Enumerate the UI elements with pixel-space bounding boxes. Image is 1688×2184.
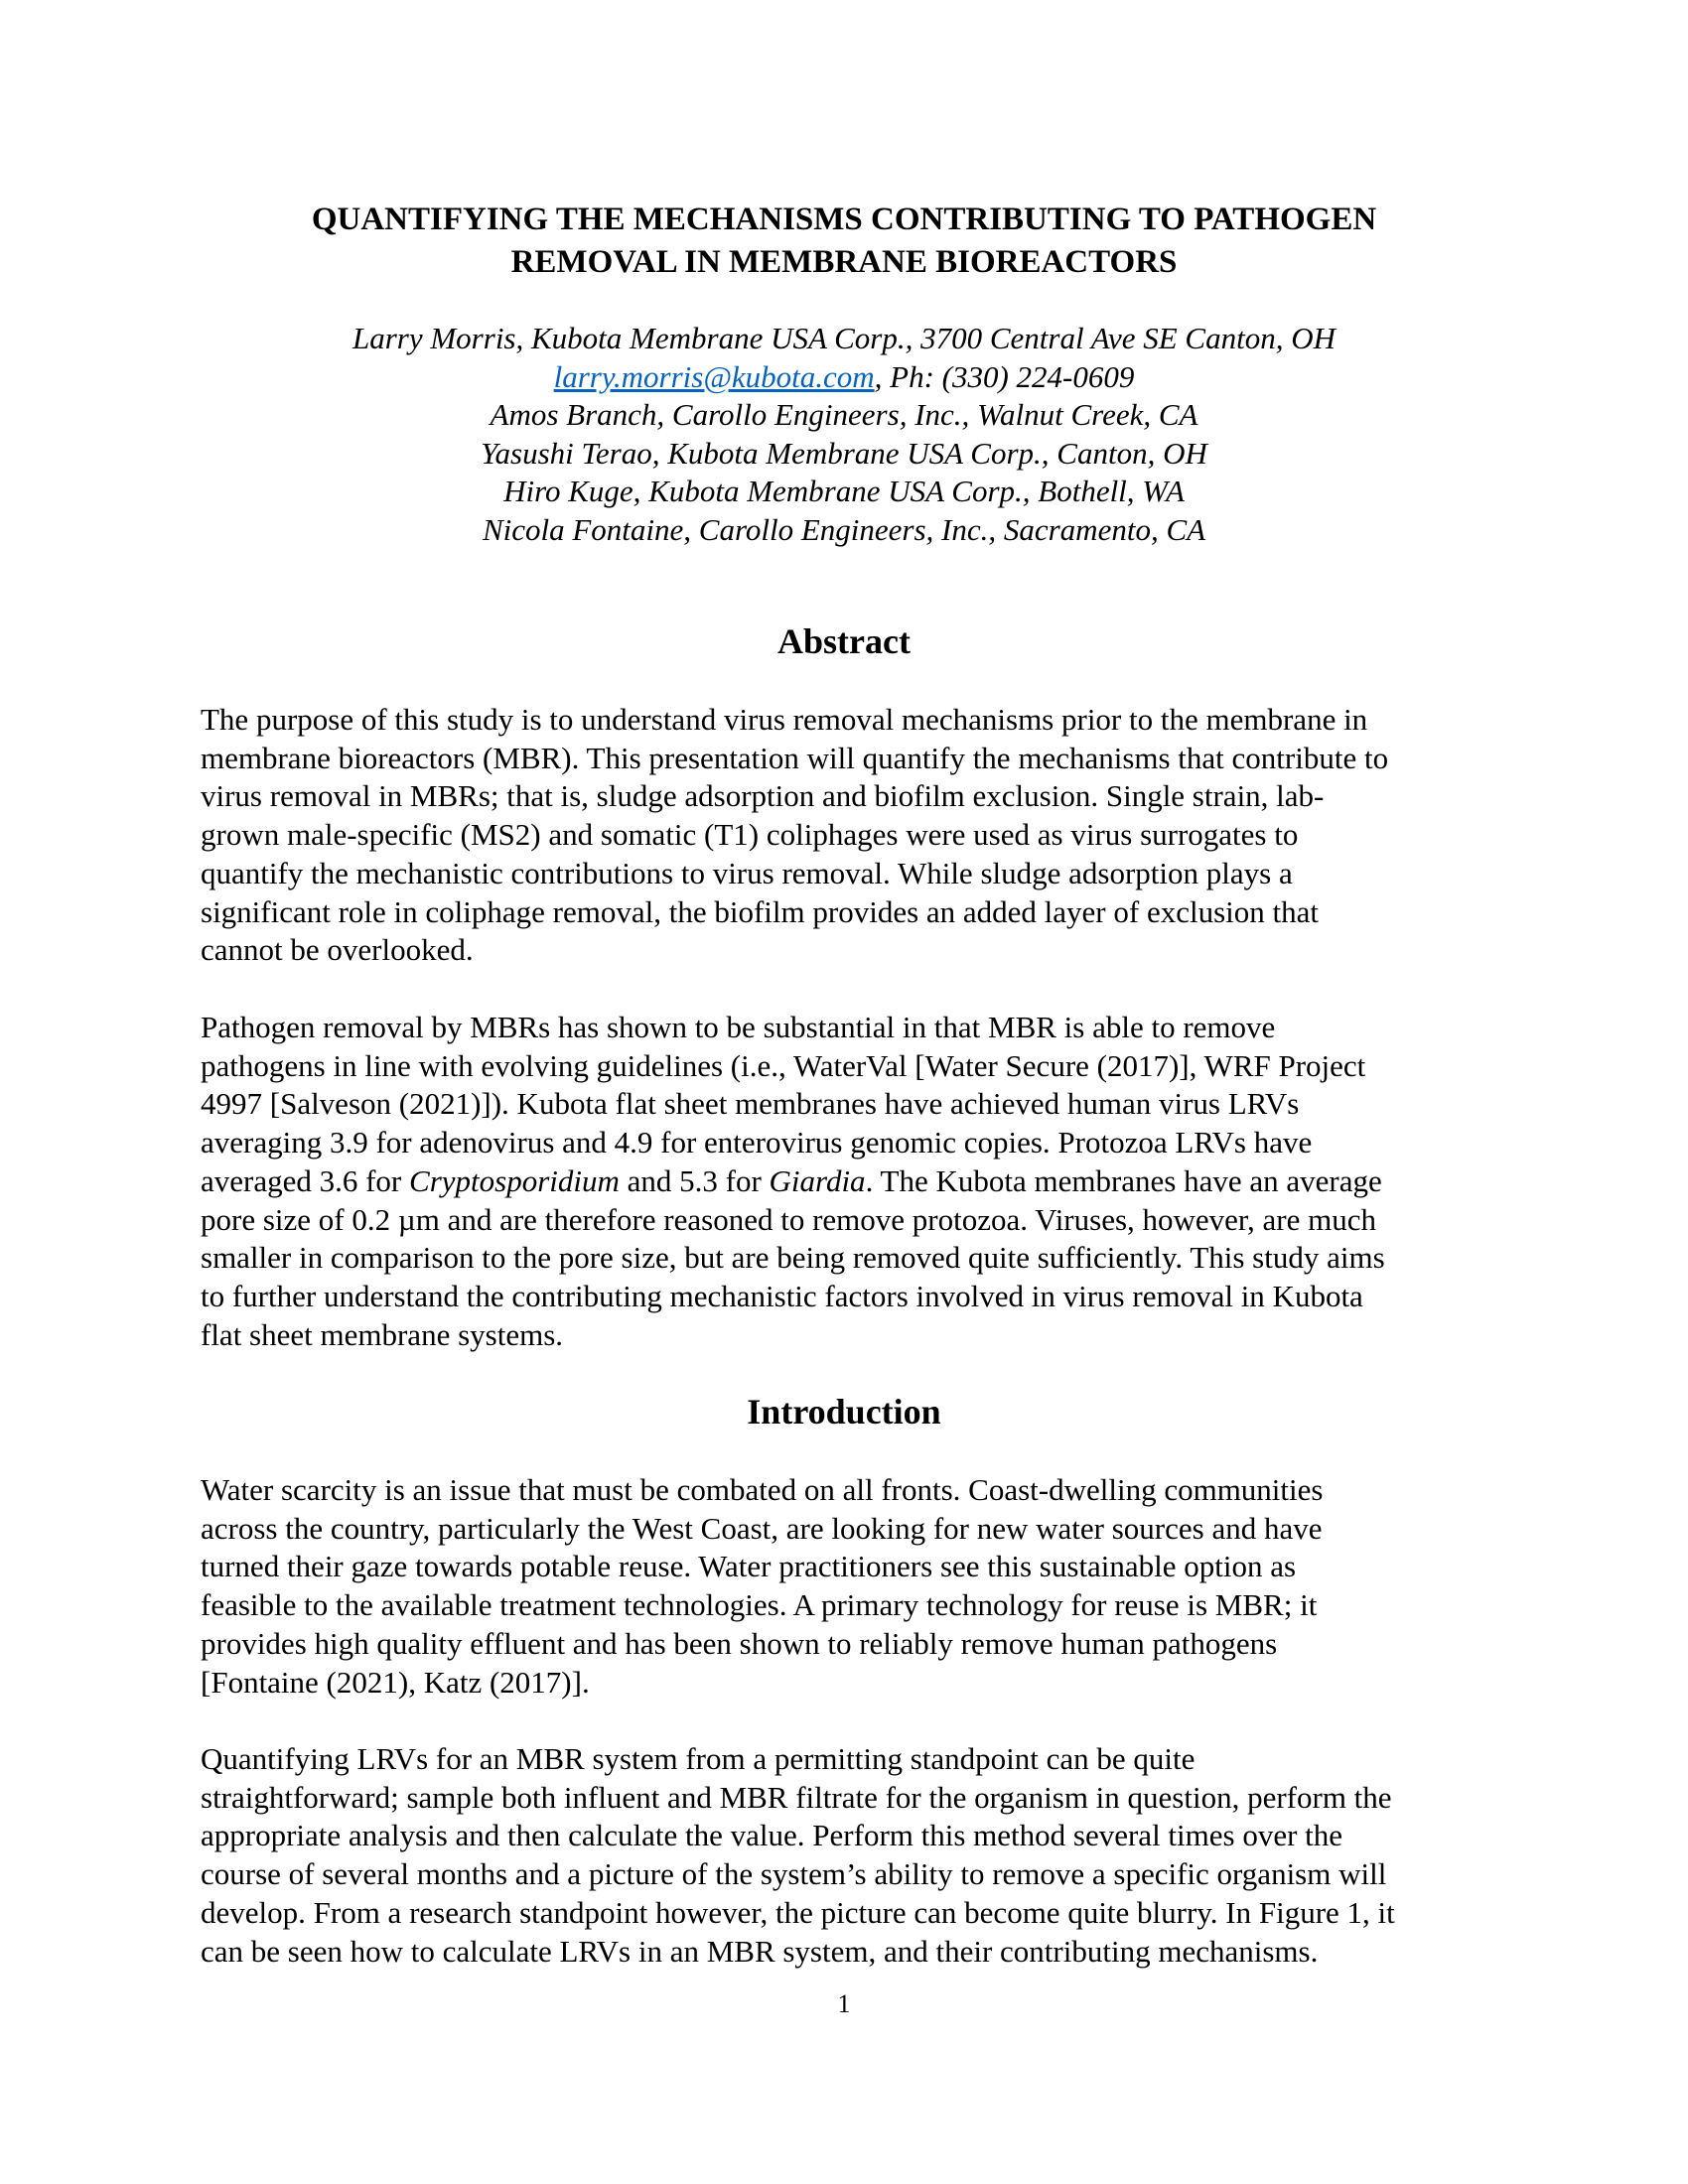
introduction-heading: Introduction: [747, 1392, 941, 1432]
text-line: Pathogen removal by MBRs has shown to be substantial in that MBR is able to remove: [201, 1010, 1276, 1044]
text-line: develop. From a research standpoint however, the picture can become quite blurry. In Figure 1, it: [201, 1894, 1395, 1930]
text-run: and 5.3 for: [619, 1162, 770, 1198]
author-line: Yasushi Terao, Kubota Membrane USA Corp., Canton, OH: [481, 435, 1207, 471]
text-line: appropriate analysis and then calculate the value. Perform this method several times over the: [201, 1818, 1343, 1853]
author-line: Hiro Kuge, Kubota Membrane USA Corp., Bothell, WA: [503, 474, 1185, 508]
paper-title: [0, 199, 1688, 284]
text-line: can be seen how to calculate LRVs in an MBR system, and their contributing mechanisms.: [201, 1933, 1319, 1969]
text-line: course of several months and a picture of the system’s ability to remove a specific organism will: [201, 1856, 1387, 1892]
text-line: provides high quality effluent and has been shown to reliably remove human pathogens: [201, 1625, 1278, 1661]
text-run: averaged 3.6 for: [201, 1162, 410, 1198]
text-line: Quantifying LRVs for an MBR system from a permitting standpoint can be quite: [201, 1741, 1196, 1776]
text-line: pathogens in line with evolving guidelines (i.e., WaterVal [Water Secure (2017)], WRF Project: [201, 1047, 1366, 1083]
introduction-paragraph-2: [201, 1740, 1501, 1971]
text-line: smaller in comparison to the pore size, but are being removed quite sufficiently. This study aims: [201, 1240, 1385, 1276]
author-line: Nicola Fontaine, Carollo Engineers, Inc., Sacramento, CA: [482, 511, 1206, 547]
text-line: to further understand the contributing mechanistic factors involved in virus removal in Kubota: [201, 1278, 1363, 1313]
text-line: across the country, particularly the West Coast, are looking for new water sources and have: [201, 1510, 1323, 1546]
author-phone: , Ph: (330) 224-0609: [874, 358, 1135, 394]
text-line: [201, 1162, 1501, 1201]
text-line: virus removal in MBRs; that is, sludge adsorption and biofilm exclusion. Single strain, lab-: [201, 778, 1325, 814]
text-line: averaging 3.9 for adenovirus and 4.9 for enterovirus genomic copies. Protozoa LRVs have: [201, 1125, 1313, 1160]
text-line: pore size of 0.2 µm and are therefore reasoned to remove protozoa. Viruses, however, are much: [201, 1201, 1376, 1237]
author-line: Amos Branch, Carollo Engineers, Inc., Walnut Creek, CA: [490, 397, 1198, 432]
text-line: turned their gaze towards potable reuse. Water practitioners see this sustainable option as: [201, 1549, 1297, 1584]
text-line: feasible to the available treatment technologies. A primary technology for reuse is MBR; it: [201, 1587, 1318, 1623]
author-block: [0, 320, 1688, 549]
text-line: membrane bioreactors (MBR). This presentation will quantify the mechanisms that contribute to: [201, 740, 1389, 775]
author-line: Larry Morris, Kubota Membrane USA Corp., 3700 Central Ave SE Canton, OH: [352, 321, 1336, 355]
abstract-paragraph-1: [201, 701, 1501, 970]
abstract-paragraph-2: [201, 1009, 1501, 1354]
text-line: Water scarcity is an issue that must be combated on all fronts. Coast-dwelling communities: [201, 1472, 1324, 1507]
text-line: 4997 [Salveson (2021)]). Kubota flat sheet membranes have achieved human virus LRVs: [201, 1086, 1300, 1122]
organism-name: Giardia: [769, 1162, 866, 1198]
page-number: 1: [837, 1989, 851, 2018]
text-line: The purpose of this study is to understand virus removal mechanisms prior to the membrane in: [201, 702, 1368, 737]
title-line: REMOVAL IN MEMBRANE BIOREACTORS: [510, 244, 1178, 280]
text-line: straightforward; sample both influent and MBR filtrate for the organism in question, perform the: [201, 1779, 1392, 1815]
text-line: flat sheet membrane systems.: [201, 1316, 564, 1352]
organism-name: Cryptosporidium: [409, 1162, 620, 1198]
text-line: cannot be overlooked.: [201, 932, 474, 968]
author-contact-line: [0, 358, 1688, 397]
title-line: QUANTIFYING THE MECHANISMS CONTRIBUTING TO PATHOGEN: [311, 202, 1377, 237]
abstract-heading: Abstract: [777, 621, 911, 661]
text-run: . The Kubota membranes have an average: [865, 1162, 1382, 1198]
author-email-link[interactable]: larry.morris@kubota.com: [553, 358, 875, 394]
text-line: grown male-specific (MS2) and somatic (T1) coliphages were used as virus surrogates to: [201, 817, 1299, 853]
text-line: quantify the mechanistic contributions to virus removal. While sludge adsorption plays a: [201, 855, 1293, 890]
introduction-paragraph-1: [201, 1471, 1501, 1702]
text-line: [Fontaine (2021), Katz (2017)].: [201, 1664, 590, 1700]
text-line: significant role in coliphage removal, the biofilm provides an added layer of exclusion that: [201, 893, 1319, 929]
